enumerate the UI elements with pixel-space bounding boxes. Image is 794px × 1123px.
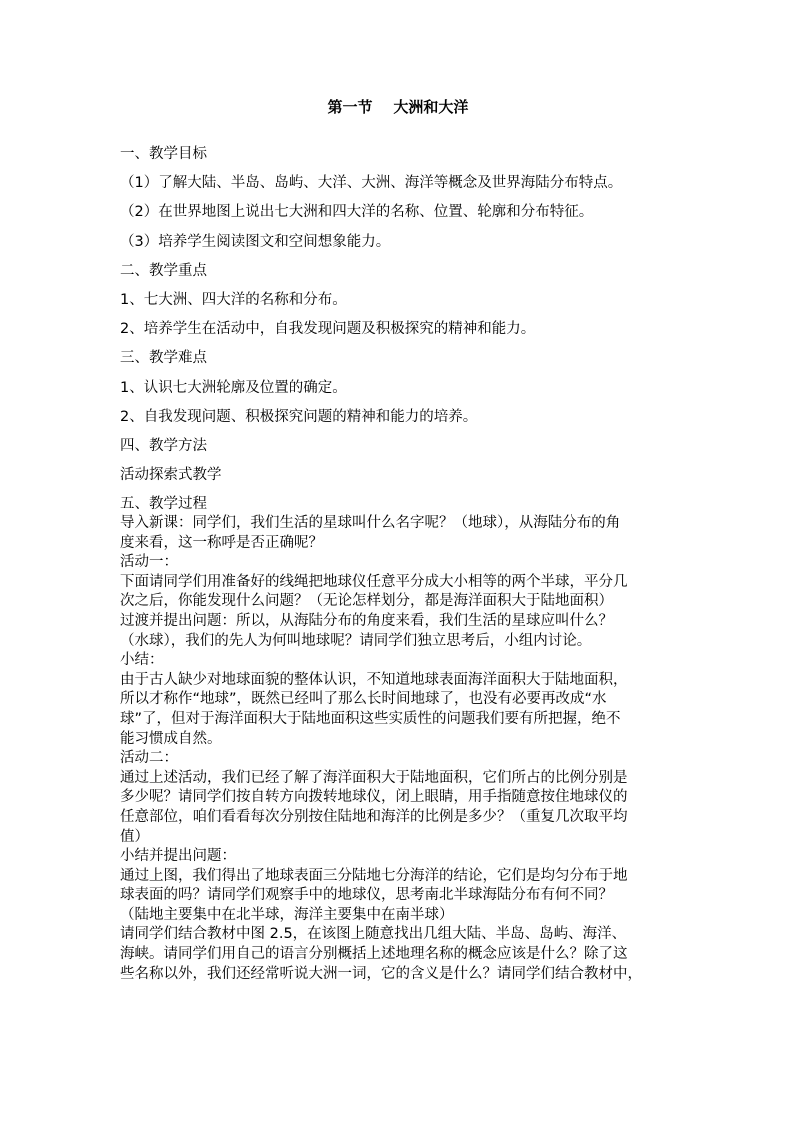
outline-line: （3）培养学生阅读图文和空间想象能力。	[120, 233, 391, 250]
body-text-line: 次之后，你能发现什么问题？（无论怎样划分，都是海洋面积大于陆地面积）	[120, 593, 613, 610]
body-text-line: 小结并提出问题：	[120, 848, 236, 865]
outline-section	[120, 140, 680, 520]
page-title: 第一节 大洲和大洋	[327, 98, 469, 116]
outline-line: （2）在世界地图上说出七大洲和四大洋的名称、位置、轮廓和分布特征。	[120, 204, 594, 221]
body-text-line: 球表面的吗？请同学们观察手中的地球仪，思考南北半球海陆分布有何不同？	[120, 887, 613, 904]
outline-line: 三、教学难点	[120, 350, 207, 367]
body-text-line: 请同学们结合教材中图 2.5，在该图上随意找出几组大陆、半岛、岛屿、海洋、	[120, 926, 627, 943]
body-text-line: 活动二：	[120, 750, 178, 767]
outline-line: 1、认识七大洲轮廓及位置的确定。	[120, 379, 347, 396]
outline-line: 活动探索式教学	[120, 467, 222, 484]
body-text-line: 海峡。请同学们用自己的语言分别概括上述地理名称的概念应该是什么？除了这	[120, 946, 628, 963]
body-text-line: 球”了，但对于海洋面积大于陆地面积这些实质性的问题我们要有所把握，绝不	[120, 710, 621, 727]
outline-line: 二、教学重点	[120, 262, 207, 279]
body-text-line: 所以才称作“地球”，既然已经叫了那么长时间地球了，也没有必要再改成“水	[120, 691, 607, 708]
outline-line: 2、培养学生在活动中，自我发现问题及积极探究的精神和能力。	[120, 321, 536, 338]
body-text-line: 能习惯成自然。	[120, 730, 222, 747]
body-text-line: （水球），我们的先人为何叫地球呢？请同学们独立思考后，小组内讨论。	[120, 632, 592, 649]
body-text-line: 由于古人缺少对地球面貌的整体认识，不知道地球表面海洋面积大于陆地面积，	[120, 671, 628, 688]
body-text-line: 小结：	[120, 652, 164, 669]
outline-line: 四、教学方法	[120, 438, 207, 455]
outline-line: 一、教学目标	[120, 146, 207, 162]
body-text-line: 任意部位，咱们看看每次分别按住陆地和海洋的比例是多少？（重复几次取平均	[120, 808, 628, 825]
body-text-line: 下面请同学们用准备好的线绳把地球仪任意平分成大小相等的两个半球，平分几	[120, 573, 628, 590]
body-text-line: 过渡并提出问题：所以，从海陆分布的角度来看，我们生活的星球应叫什么？	[120, 612, 613, 629]
body-text-line: 值）	[120, 828, 149, 845]
body-text-line: 度来看，这一称呼是否正确呢？	[120, 534, 323, 551]
outline-line: 五、教学过程	[120, 496, 207, 513]
teaching-process-section	[120, 514, 680, 984]
body-text-line: 些名称以外，我们还经常听说大洲一词，它的含义是什么？请同学们结合教材中，	[120, 965, 642, 982]
body-text-line: 通过上图，我们得出了地球表面三分陆地七分海洋的结论，它们是均匀分布于地	[120, 867, 628, 884]
body-text-line: （陆地主要集中在北半球，海洋主要集中在南半球）	[120, 906, 454, 923]
outline-line: （1）了解大陆、半岛、岛屿、大洋、大洲、海洋等概念及世界海陆分布特点。	[120, 175, 623, 192]
body-text-line: 活动一：	[120, 554, 178, 571]
body-text-line: 导入新课：同学们，我们生活的星球叫什么名字呢？（地球），从海陆分布的角	[120, 515, 621, 531]
outline-line: 2、自我发现问题、积极探究问题的精神和能力的培养。	[120, 408, 478, 425]
outline-line: 1、七大洲、四大洋的名称和分布。	[120, 292, 347, 309]
body-text-line: 通过上述活动，我们已经了解了海洋面积大于陆地面积，它们所占的比例分别是	[120, 769, 628, 786]
body-text-line: 多少呢？请同学们按自转方向拨转地球仪，闭上眼睛，用手指随意按住地球仪的	[120, 789, 628, 806]
